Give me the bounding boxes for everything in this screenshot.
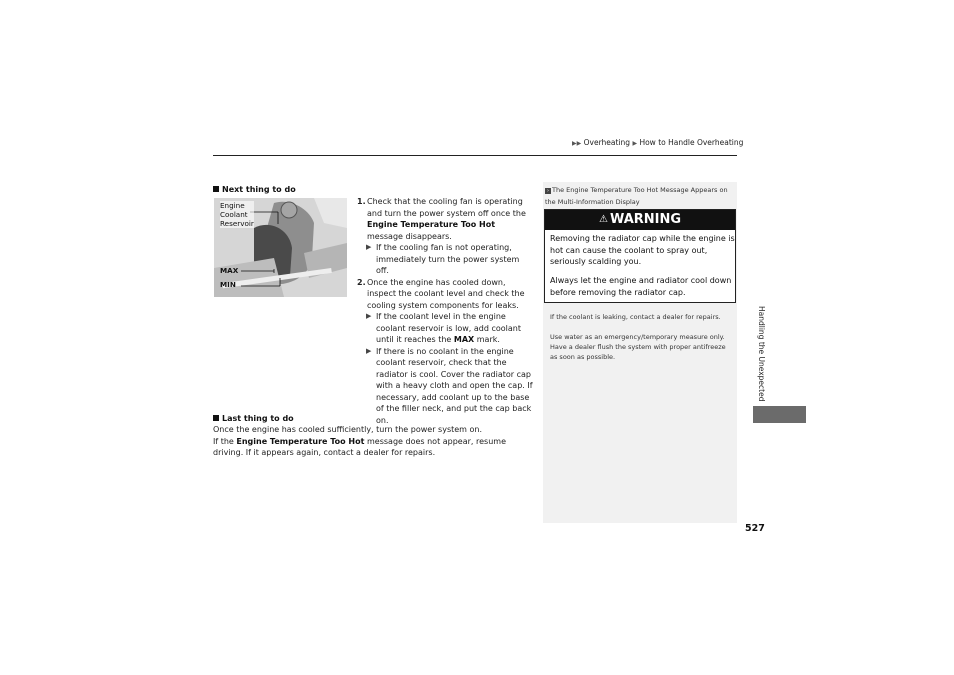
arrow-icon: ▶ bbox=[632, 140, 638, 147]
breadcrumb-current[interactable]: How to Handle Overheating bbox=[639, 138, 744, 147]
last-thing-heading: Last thing to do bbox=[213, 414, 294, 423]
reference-icon: › bbox=[547, 188, 549, 194]
page-number: 527 bbox=[745, 523, 765, 534]
side-tab-marker[interactable] bbox=[753, 406, 806, 423]
side-tab-label: Handling the Unexpected bbox=[757, 306, 766, 402]
arrow-icon: ▶ bbox=[366, 346, 372, 355]
sidebar-reference[interactable]: › The Engine Temperature Too Hot Message Appears on the Multi-Information Display bbox=[545, 186, 728, 206]
procedure-steps bbox=[357, 196, 533, 426]
step-1: 1. Check that the cooling fan is operating and turn the power system off once the Engine Temperature Too Hot message disappears. bbox=[357, 197, 526, 241]
step-2-substep-2: ▶ If there is no coolant in the engine coolant reservoir, check that the radiator is cool. Cover the radiator cap with a heavy cloth and open the cap. If necessary, add coolant up to the base of the filler neck, and put the cap back on. bbox=[366, 346, 533, 425]
sidebar-note-2: Use water as an emergency/temporary measure only. Have a dealer flush the system with proper antifreeze as soon as possible. bbox=[550, 333, 726, 361]
next-thing-heading: Next thing to do bbox=[213, 185, 296, 194]
warning-paragraph-1: Removing the radiator cap while the engine is hot can cause the coolant to spray out, seriously scalding you. bbox=[550, 234, 735, 266]
last-thing-line-2: If the Engine Temperature Too Hot message does not appear, resume driving. If it appears again, contact a dealer for repairs. bbox=[213, 436, 506, 457]
breadcrumb bbox=[572, 138, 743, 147]
warning-header: ⚠ WARNING bbox=[545, 210, 735, 230]
last-thing-line-1: Once the engine has cooled sufficiently, turn the power system on. bbox=[213, 425, 483, 434]
header-rule bbox=[213, 155, 737, 156]
step-2: 2. Once the engine has cooled down, inspect the coolant level and check the cooling system components for leaks. bbox=[357, 277, 525, 310]
warning-triangle-icon: ⚠ bbox=[598, 214, 608, 225]
coolant-reservoir-photo bbox=[214, 198, 347, 297]
min-label: MIN bbox=[220, 280, 236, 289]
max-label: MAX bbox=[220, 266, 239, 275]
double-arrow-icon: ▶▶ bbox=[572, 140, 582, 147]
last-thing-body bbox=[213, 424, 538, 459]
arrow-icon: ▶ bbox=[366, 243, 372, 251]
warning-box bbox=[544, 209, 736, 303]
breadcrumb-parent[interactable]: Overheating bbox=[583, 138, 631, 147]
step-2-substep-1: ▶ If the coolant level in the engine coolant reservoir is low, add coolant until it reaches the MAX mark. bbox=[366, 312, 521, 344]
step-1-substep: ▶ If the cooling fan is not operating, immediately turn the power system off. bbox=[366, 243, 520, 275]
warning-paragraph-2: Always let the engine and radiator cool down before removing the radiator cap. bbox=[550, 276, 732, 297]
square-bullet-icon bbox=[213, 415, 219, 421]
arrow-icon: ▶ bbox=[366, 312, 372, 320]
sidebar-note-1: If the coolant is leaking, contact a dealer for repairs. bbox=[550, 313, 721, 321]
reservoir-label: Engine Coolant Reservoir bbox=[220, 201, 254, 228]
square-bullet-icon bbox=[213, 186, 219, 192]
